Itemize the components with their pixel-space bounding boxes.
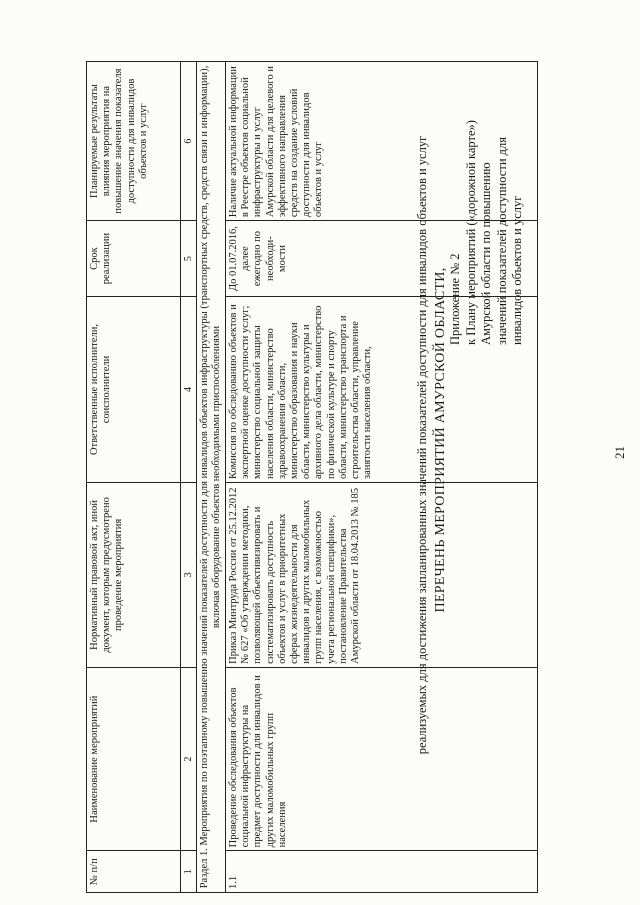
- column-number: 4: [181, 297, 197, 483]
- appendix-line: к Плану мероприятий («дорожной карте»): [463, 120, 478, 345]
- column-number: 5: [181, 221, 197, 297]
- section-heading: Раздел 1. Мероприятия по поэтапному повышению значений показателей доступности для инвалидов объектов инфраструктуры (транспортных средств, средств связи и информации), включая оборудование объектов необходимыми приспособлениями: [197, 62, 226, 893]
- column-number: 1: [181, 851, 197, 893]
- header-measure-name: Наименование мероприятий: [87, 667, 181, 851]
- row-number: 1.1: [226, 851, 538, 893]
- table-header-row: [87, 62, 181, 893]
- section-row: [197, 62, 226, 893]
- document-subtitle: реализуемых для достижения запланированных значений показателей доступности для инвалидов объектов и услуг: [415, 135, 429, 755]
- table-row: [226, 62, 538, 893]
- header-deadline: Срок реализации: [87, 221, 181, 297]
- row-executors: Комиссия по обследованию объектов и экспертной оценке доступности услуг; министерство социальной защиты населения области, министерство здравоохранения области, министерство образования и науки области, министерство культуры и архивного дела области, министерство по физической культуре и спорту области, министерство транспорта и строительства области, управление занятости населения области,: [226, 297, 538, 483]
- header-result: Планируемые результаты влияния мероприятия на повышение значения показателя доступности для инвалидов объектов и услуг: [87, 62, 181, 221]
- header-number: № п/п: [87, 851, 181, 893]
- header-executors: Ответственные исполнители, соисполнители: [87, 297, 181, 483]
- column-numbers-row: [181, 62, 197, 893]
- appendix-line: Приложение № 2: [448, 253, 462, 345]
- measures-table: [86, 61, 538, 893]
- column-number: 3: [181, 483, 197, 668]
- appendix-line: значений показателей доступности для: [494, 137, 509, 345]
- row-measure-name: Проведение обследования объектов социальной инфраструктуры на предмет доступности для инвалидов и других маломобильных групп населения: [226, 667, 538, 851]
- document-title: ПЕРЕЧЕНЬ МЕРОПРИЯТИЙ АМУРСКОЙ ОБЛАСТИ,: [433, 267, 448, 613]
- page-number: 21: [612, 446, 627, 459]
- column-number: 6: [181, 62, 197, 221]
- appendix-line: инвалидов объектов и услуг: [510, 195, 524, 345]
- header-legal-act: Нормативный правовой акт, иной документ, которым предусмотрено проведение мероприятия: [87, 483, 181, 668]
- column-number: 2: [181, 667, 197, 851]
- row-legal-act: Приказ Минтруда России от 25.12.2012 № 627 «Об утверждении методики, позволяющей объективизировать и систематизировать доступность объектов и услуг в приоритетных сферах жизнедеятельности для инвалидов и других маломобильных групп населения, с возможностью учета региональной специфики», постановление Правительства Амурской области от 18.04.2013 № 185: [226, 483, 538, 668]
- appendix-line: Амурской области по повышению: [479, 162, 493, 345]
- row-result: Наличие актуальной информации в Реестре объектов социальной инфраструктуры и услуг Амурской области для целевого и эффективного направления средств на создание условий доступности для инвалидов объектов и услуг: [226, 62, 538, 221]
- row-deadline: До 01.07.2016, далее ежегодно по необходи-мости: [226, 221, 538, 297]
